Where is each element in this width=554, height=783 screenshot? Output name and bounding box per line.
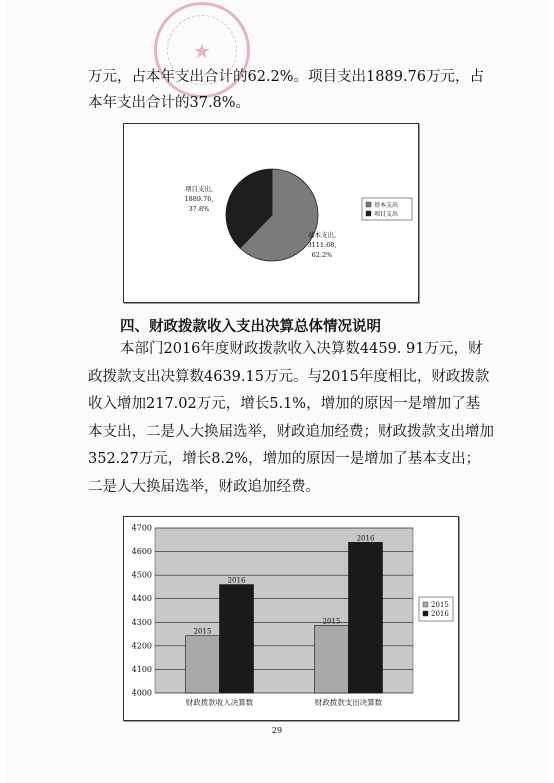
pie-data-label: 基本支出, — [307, 231, 337, 239]
bar — [220, 585, 254, 693]
bar-data-label: 2016 — [227, 576, 246, 585]
document-page — [6, 0, 548, 783]
y-tick-label: 4300 — [131, 617, 152, 627]
pie-chart-box — [123, 123, 419, 303]
bar-data-label: 2016 — [356, 534, 375, 543]
x-tick-label: 财政拨款收入决算数 — [185, 698, 254, 707]
pie-data-label: 项目支出, — [184, 185, 214, 193]
pie-chart — [124, 124, 418, 302]
pie-data-label: 3111.68, — [307, 241, 337, 249]
legend-swatch — [366, 211, 371, 216]
bar-chart-box — [123, 516, 459, 721]
y-tick-label: 4500 — [131, 570, 152, 580]
pie-data-label: 1889.76, — [184, 195, 214, 203]
y-tick-label: 4400 — [131, 594, 152, 604]
y-tick-label: 4700 — [131, 523, 152, 533]
bar — [349, 542, 383, 693]
bar — [186, 636, 220, 693]
pie-data-label: 62.2% — [311, 251, 333, 259]
y-tick-label: 4600 — [131, 547, 152, 557]
bar-legend-label: 2016 — [431, 610, 449, 618]
y-tick-label: 4200 — [131, 641, 152, 651]
legend-swatch — [423, 611, 428, 616]
page-number: 29 — [271, 726, 283, 735]
bar-data-label: 2015 — [322, 617, 341, 626]
y-tick-label: 4100 — [131, 664, 152, 674]
paragraph-fiscal-summary: 本部门2016年度财政拨款收入决算数4459. 91万元，财政拨款支出决算数4639.15万元。与2015年度相比，财政拨款收入增加217.02万元，增长5.1%，增加的原因一是增加了基本支出，二是人大换届选举，财政追加经费；财政拨款支出增加352.27万元，增长8.2%，增加的原因一是增加了基本支出；二是人大换届选举，财政追加经费。 — [88, 341, 494, 495]
bar-data-label: 2015 — [193, 627, 212, 636]
bar-legend-label: 2015 — [431, 601, 449, 609]
pie-data-label: 37.8% — [188, 205, 210, 213]
section-heading: 四、财政拨款收入支出决算总体情况说明 — [120, 319, 381, 335]
y-tick-label: 4000 — [131, 688, 152, 698]
x-tick-label: 财政拨款支出决算数 — [314, 698, 383, 707]
pie-legend-label: 基本支出 — [374, 202, 399, 209]
paragraph-expenditure-share: 万元，占本年支出合计的62.2%。项目支出1889.76万元，占本年支出合计的37.8%。 — [88, 69, 485, 111]
legend-swatch — [423, 602, 428, 607]
bar-chart — [124, 517, 458, 720]
pie-legend-label: 项目支出 — [374, 211, 399, 218]
bar — [315, 625, 349, 693]
legend-swatch — [366, 202, 371, 207]
official-seal: ★ — [154, 2, 250, 98]
